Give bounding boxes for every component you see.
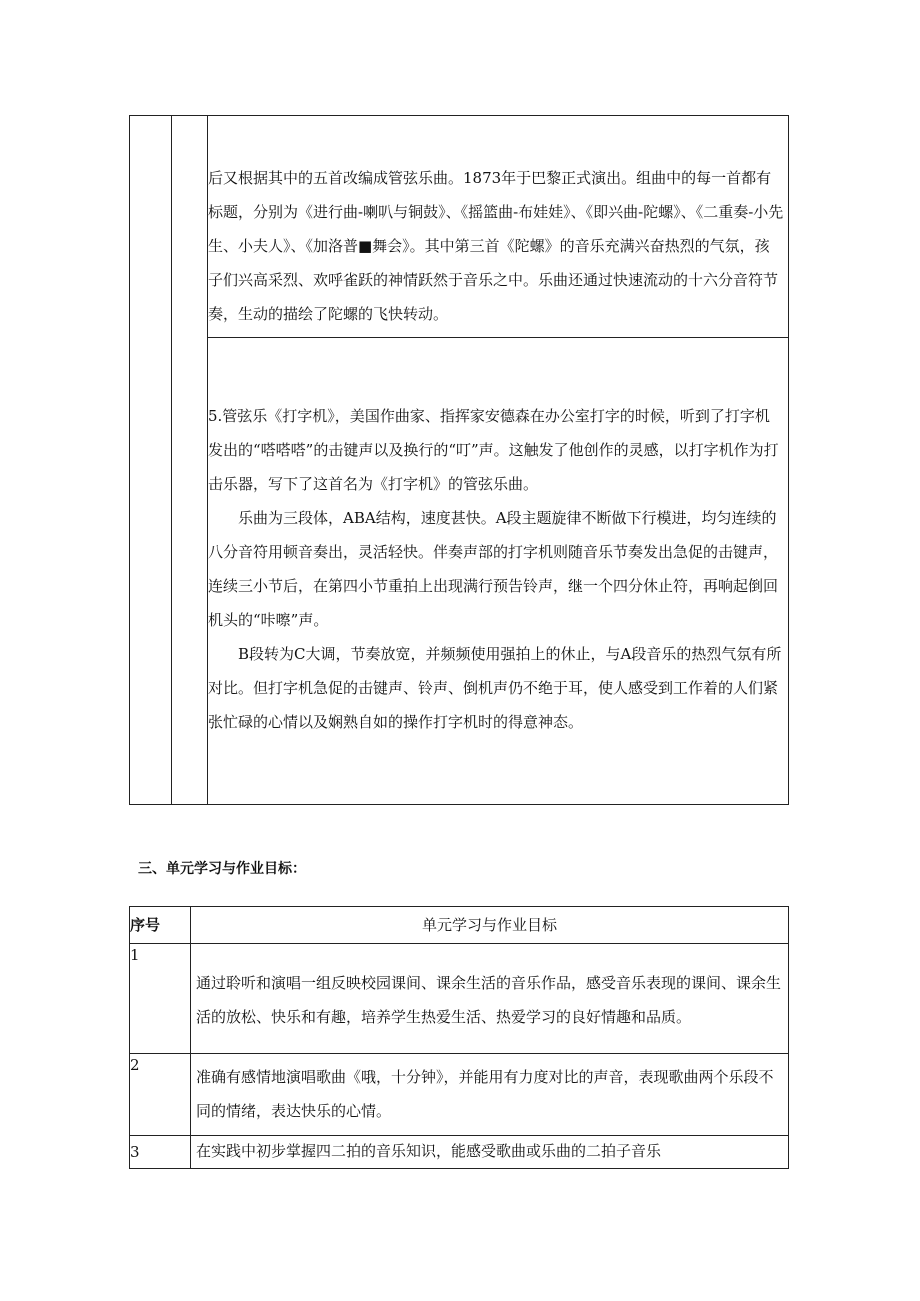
table-row xyxy=(130,1136,789,1169)
paragraph-section-b: B段转为C大调，节奏放宽，并频频使用强拍上的休止，与A段音乐的热烈气氛有所对比。但打字机急促的击键声、铃声、倒机声仍不绝于耳，使人感受到工作着的人们紧张忙碌的心情以及娴熟自如的操作打字机时的得意神态。 xyxy=(208,645,782,731)
paragraph-toy-symphony: 后又根据其中的五首改编成管弦乐曲。1873年于巴黎正式演出。组曲中的每一首都有标题，分别为《进行曲-喇叭与铜鼓》、《摇篮曲-布娃娃》、《即兴曲-陀螺》、《二重奏-小先生、小夫人》、《加洛普■舞会》。其中第三首《陀螺》的音乐充满兴奋热烈的气氛，孩子们兴高采烈、欢呼雀跃的神情跃然于音乐之中。乐曲还通过快速流动的十六分音符节奏，生动的描绘了陀螺的飞快转动。 xyxy=(208,169,784,323)
row-number: 3 xyxy=(130,1136,191,1169)
table-row-divider xyxy=(207,337,788,338)
table-row xyxy=(130,1054,789,1136)
paragraph-typewriter-intro: 5.管弦乐《打字机》，美国作曲家、指挥家安德森在办公室打字的时候，听到了打字机发出的“嗒嗒嗒”的击键声以及换行的“叮”声。这触发了他创作的灵感，以打字机作为打击乐器，写下了这首名为《打字机》的管弦乐曲。 xyxy=(208,407,779,493)
row-goal: 通过聆听和演唱一组反映校园课间、课余生活的音乐作品，感受音乐表现的课间、课余生活的放松、快乐和有趣，培养学生热爱生活、热爱学习的良好情趣和品质。 xyxy=(191,944,789,1054)
table-header-row xyxy=(130,907,789,944)
section-heading: 三、单元学习与作业目标： xyxy=(138,861,306,877)
table-cell xyxy=(208,399,784,739)
paragraph-section-a: 乐曲为三段体，ABA结构，速度甚快。A段主题旋律不断做下行模进，均匀连续的八分音符用顿音奏出，灵活轻快。伴奏声部的打字机则随音乐节奏发出急促的击键声，连续三小节后，在第四小节重拍上出现满行预告铃声，继一个四分休止符，再响起倒回机头的“咔嚓”声。 xyxy=(208,509,779,629)
table-row xyxy=(130,944,789,1054)
table-cell xyxy=(208,161,784,331)
header-goal: 单元学习与作业目标 xyxy=(191,907,789,944)
row-goal: 在实践中初步掌握四二拍的音乐知识，能感受歌曲或乐曲的二拍子音乐 xyxy=(191,1136,789,1169)
continuation-table xyxy=(129,115,789,805)
row-number: 2 xyxy=(130,1054,191,1136)
row-number: 1 xyxy=(130,944,191,1054)
objectives-table xyxy=(129,906,789,1169)
table-divider xyxy=(171,116,172,804)
header-number: 序号 xyxy=(130,907,191,944)
row-goal: 准确有感情地演唱歌曲《哦，十分钟》，并能用有力度对比的声音，表现歌曲两个乐段不同的情绪，表达快乐的心情。 xyxy=(191,1054,789,1136)
